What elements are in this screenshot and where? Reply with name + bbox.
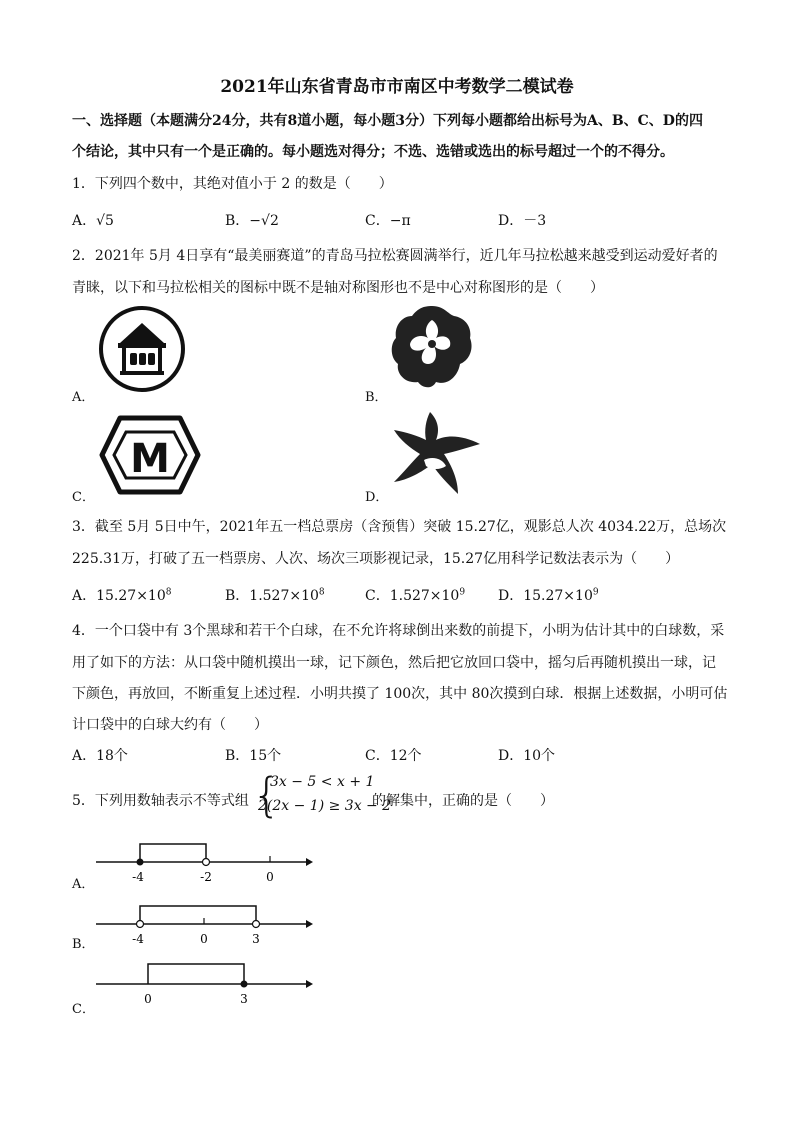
tick-label: 3 xyxy=(252,932,260,946)
q2-label-c: C． xyxy=(72,490,95,505)
question-4-line1: 4．一个口袋中有 3个黑球和若干个白球，在不允许将球倒出来数的前提下，小明为估计其中的白球数，采 xyxy=(72,623,725,639)
tick-label: 0 xyxy=(266,870,274,884)
q3-option-b: B．$1.527\times 10^8$ xyxy=(225,587,325,604)
tick-label: -2 xyxy=(200,870,212,884)
q2-label-b: B． xyxy=(365,390,388,405)
q2-label-d: D． xyxy=(365,490,389,505)
question-3-line1: 3．截至 5月 5日中午，2021年五一档总票房（含预售）突破 15.27亿，观影总人次 4034.22万，总场次 xyxy=(72,519,727,535)
question-1-text: 1．下列四个数中，其绝对值小于 2 的数是（ ） xyxy=(72,176,393,192)
section-instructions-line2: 个结论，其中只有一个是正确的。每小题选对得分；不选、选错或选出的标号超过一个的不得分。 xyxy=(72,144,674,160)
inequality-1: 3x − 5 < x + 1 xyxy=(270,774,375,790)
m-hexagon-logo xyxy=(98,414,202,496)
q2-label-a: A． xyxy=(72,390,95,405)
question-2-line2: 青睐，以下和马拉松相关的图标中既不是轴对称图形也不是中心对称图形的是（ ） xyxy=(72,280,604,296)
q4-option-c: C．12个 xyxy=(365,748,422,764)
q3-option-c: C．$1.527\times 10^9$ xyxy=(365,587,466,604)
section-instructions-line1: 一、选择题（本题满分24分，共有8道小题，每小题3分）下列每小题都给出标号为A、B、C、D的四 xyxy=(72,113,703,129)
question-4-line3: 下颜色，再放回，不断重复上述过程．小明共摸了 100次，其中 80次摸到白球．根据上述数据，小明可估 xyxy=(72,686,728,702)
question-5-suffix: 的解集中，正确的是（ ） xyxy=(372,793,554,809)
question-4-line4: 计口袋中的白球大约有（ ） xyxy=(72,717,268,733)
question-3-line2: 225.31万，打破了五一档票房、人次、场次三项影视记录，15.27亿用科学记数法表示为（ ） xyxy=(72,551,680,567)
q3-option-a: A．$15.27\times 10^8$ xyxy=(72,587,172,604)
q5-label-a: A． xyxy=(72,877,95,892)
tick-label: 0 xyxy=(144,992,152,1006)
q4-option-b: B．15个 xyxy=(225,748,282,764)
question-2-line1: 2．2021年 5月 4日享有“最美丽赛道”的青岛马拉松赛圆满举行，近几年马拉松越来越受到运动爱好者的 xyxy=(72,248,718,264)
tick-label: -4 xyxy=(132,932,144,946)
star-flower-logo xyxy=(388,410,488,498)
tick-label: 3 xyxy=(240,992,248,1006)
tick-label: -4 xyxy=(132,870,144,884)
q3-option-d: D．$15.27\times 10^9$ xyxy=(498,587,599,604)
inequality-2: 2(2x − 1) ≥ 3x − 2 xyxy=(258,798,392,814)
q1-option-d: D．－3 xyxy=(498,213,547,229)
logo-letter-m: M xyxy=(130,436,170,482)
question-5-prefix: 5．下列用数轴表示不等式组 xyxy=(72,793,249,809)
brace-symbol: { xyxy=(252,768,282,822)
q1-option-c: C．−π xyxy=(365,213,411,229)
q5-label-b: B． xyxy=(72,937,95,952)
number-line-a xyxy=(94,838,314,888)
number-line-c xyxy=(94,960,314,1010)
q5-label-c: C． xyxy=(72,1002,95,1017)
cloud-flower-logo xyxy=(388,302,476,392)
q1-option-b: B．−√2 xyxy=(225,213,279,229)
q4-option-d: D．10个 xyxy=(498,748,556,764)
inequality-system xyxy=(252,768,392,824)
tick-label: 0 xyxy=(200,932,208,946)
marathon-pavilion-logo xyxy=(98,305,186,393)
q1-option-a: A．√5 xyxy=(72,213,114,229)
page-title: 2021年山东省青岛市市南区中考数学二模试卷 xyxy=(220,77,574,97)
question-4-line2: 用了如下的方法：从口袋中随机摸出一球，记下颜色，然后把它放回口袋中，摇匀后再随机摸出一球，记 xyxy=(72,655,716,671)
number-line-b xyxy=(94,900,314,950)
q4-option-a: A．18个 xyxy=(72,748,128,764)
